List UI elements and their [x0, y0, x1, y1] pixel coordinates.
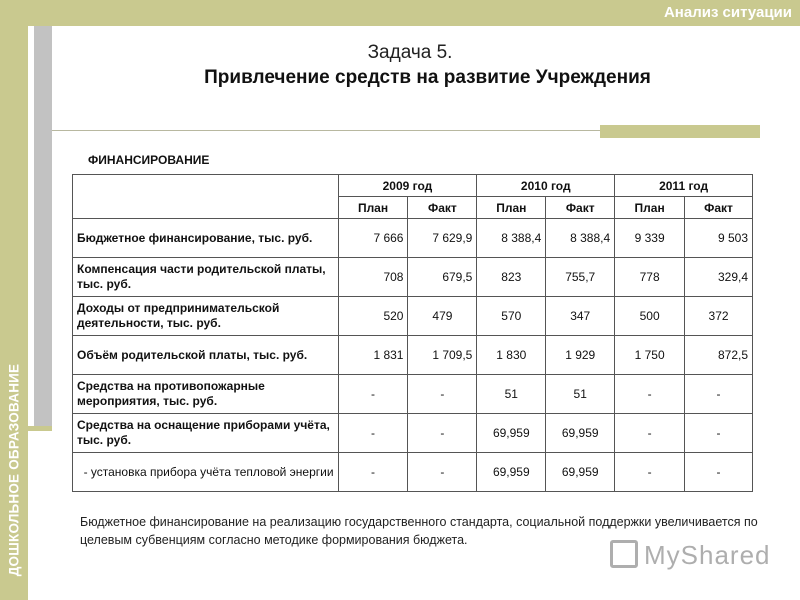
table-row — [73, 297, 753, 336]
table-cell: 500 — [615, 297, 685, 336]
table-cell: 872,5 — [685, 336, 753, 375]
decorative-olive-line — [28, 426, 52, 431]
table-cell: - — [408, 414, 477, 453]
table-caption: ФИНАНСИРОВАНИЕ — [88, 153, 210, 167]
watermark-text: MyShared — [644, 540, 771, 570]
table-cell: 479 — [408, 297, 477, 336]
table-row — [73, 414, 753, 453]
footnote-text: Бюджетное финансирование на реализацию государственного стандарта, социальной поддержки увеличивается по целевым субвенциям согласно методике формирования бюджета. — [80, 515, 758, 547]
table-cell: - — [408, 453, 477, 492]
table-cell: 823 — [477, 258, 546, 297]
presentation-icon — [610, 540, 638, 568]
table-row — [73, 336, 753, 375]
table-cell: 7 629,9 — [408, 219, 477, 258]
row-label: Доходы от предпринимательской деятельности, тыс. руб. — [73, 297, 339, 336]
table-cell: 570 — [477, 297, 546, 336]
table-cell: - — [338, 414, 408, 453]
financing-table — [72, 174, 753, 492]
table-cell: 520 — [338, 297, 408, 336]
table-cell: 51 — [546, 375, 615, 414]
row-label-sub: - установка прибора учёта тепловой энергии — [73, 453, 339, 492]
table-cell: 9 503 — [685, 219, 753, 258]
table-row — [73, 219, 753, 258]
row-label: Бюджетное финансирование, тыс. руб. — [73, 219, 339, 258]
year-header: 2011 год — [615, 175, 753, 197]
year-header: 2009 год — [338, 175, 477, 197]
table-cell: - — [338, 453, 408, 492]
table-cell: 1 929 — [546, 336, 615, 375]
year-header: 2010 год — [477, 175, 615, 197]
table-cell: - — [685, 414, 753, 453]
row-label: Средства на оснащение приборами учёта, тыс. руб. — [73, 414, 339, 453]
row-label: Средства на противопожарные мероприятия, тыс. руб. — [73, 375, 339, 414]
table-cell: - — [338, 375, 408, 414]
section-label: Анализ ситуации — [663, 4, 792, 21]
table-cell: - — [408, 375, 477, 414]
table-cell: 755,7 — [546, 258, 615, 297]
table-cell: 69,959 — [477, 414, 546, 453]
table-cell: 778 — [615, 258, 685, 297]
task-title: Задача 5. — [367, 42, 453, 63]
page-title: Привлечение средств на развитие Учреждения — [204, 67, 651, 88]
top-header-bar — [28, 0, 800, 26]
row-label: Компенсация части родительской платы, тыс. руб. — [73, 258, 339, 297]
table-cell: 1 831 — [338, 336, 408, 375]
table-cell: - — [615, 453, 685, 492]
watermark — [610, 540, 771, 571]
table-cell: 9 339 — [615, 219, 685, 258]
fact-header: Факт — [546, 197, 615, 219]
row-label: Объём родительской платы, тыс. руб. — [73, 336, 339, 375]
plan-header: План — [477, 197, 546, 219]
table-cell: 1 750 — [615, 336, 685, 375]
header-empty-cell — [73, 175, 339, 219]
table-row — [73, 375, 753, 414]
table-cell: 51 — [477, 375, 546, 414]
title-divider — [52, 130, 600, 131]
table-cell: 69,959 — [477, 453, 546, 492]
year-header-row — [73, 175, 753, 197]
table-cell: 1 830 — [477, 336, 546, 375]
left-sidebar-strip — [0, 0, 28, 600]
table-cell: 1 709,5 — [408, 336, 477, 375]
table-cell: 8 388,4 — [477, 219, 546, 258]
table-cell: - — [685, 375, 753, 414]
divider-accent-block — [600, 125, 760, 138]
table-cell: 329,4 — [685, 258, 753, 297]
table-cell: 8 388,4 — [546, 219, 615, 258]
table-cell: 372 — [685, 297, 753, 336]
fact-header: Факт — [685, 197, 753, 219]
table-cell: - — [685, 453, 753, 492]
table-cell: 69,959 — [546, 414, 615, 453]
table-cell: 708 — [338, 258, 408, 297]
fact-header: Факт — [408, 197, 477, 219]
table-cell: 679,5 — [408, 258, 477, 297]
plan-header: План — [338, 197, 408, 219]
sidebar-vertical-text: ДОШКОЛЬНОЕ ОБРАЗОВАНИЕ — [6, 363, 22, 577]
table-cell: - — [615, 414, 685, 453]
plan-header: План — [615, 197, 685, 219]
table-row — [73, 258, 753, 297]
table-cell: 7 666 — [338, 219, 408, 258]
table-cell: - — [615, 375, 685, 414]
table-cell: 69,959 — [546, 453, 615, 492]
table-cell: 347 — [546, 297, 615, 336]
table-row — [73, 453, 753, 492]
